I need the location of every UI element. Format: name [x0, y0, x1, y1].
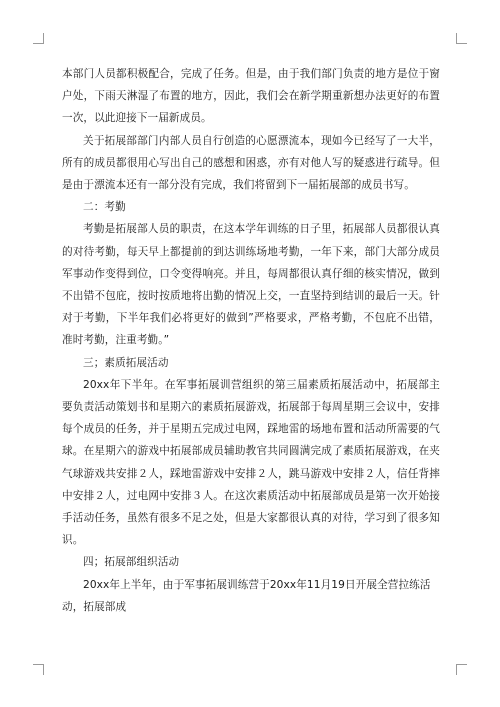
paragraph-attendance: 考勤是拓展部人员的职责，在这本学年训练的日子里，拓展部人员都很认真的对待考勤，每天早上都提前的到达训练场地考勤，一年下来，部门大部分成员军事动作变得到位，口令变得响亮。并且，每周都很认真仔细的核实情况，做到不出错不包庇，按时按质地将出勤的情况上交，一直坚持到结训的最后一天。针对于考勤，下半年我们必将更好的做到”严格要求，严格考勤，不包庇不出错，准时考勤，注重考勤。”: [62, 223, 440, 347]
section-heading-organized-activity: 四；拓展部组织活动: [83, 556, 180, 569]
crop-mark-bottom-left: [33, 664, 44, 675]
paragraph-2: 关于拓展部部门内部人员自行创造的心愿漂流本，现如今已经写了一大半，所有的成员都很用心写出自己的感想和困惑，亦有对他人写的疑惑进行疏导。但是由于漂流本还有一部分没有完成，我们将留到下一届拓展部的成员书写。: [62, 134, 440, 192]
section-heading-attendance: 二：考勤: [83, 201, 126, 214]
paragraph-quality-activity: 20xx年下半年。在军事拓展训营组织的第三届素质拓展活动中，拓展部主要负责活动策划书和星期六的素质拓展游戏，拓展部于每周星期三会议中，安排每个成员的任务，并于星期五完成过电网，踩地雷的场地布置和活动所需要的气球。在星期六的游戏中拓展部成员辅助教官共同圆满完成了素质拓展游戏，在夹气球游戏共安排２人，踩地雷游戏中安排２人，跳马游戏中安排２人，信任背摔中安排２人，过电网中安排３人。在这次素质活动中拓展部成员是第一次开始接手活动任务，虽然有很多不足之处，但是大家都很认真的对待，学习到了很多知识。: [62, 378, 440, 547]
crop-mark-top-left: [33, 33, 44, 44]
paragraph-1: 本部门人员都积极配合，完成了任务。但是，由于我们部门负责的地方是位于窗户处，下雨天淋湿了布置的地方，因此，我们会在新学期重新想办法更好的布置一次，以此迎接下一届新成员。: [62, 68, 440, 125]
crop-mark-top-right: [456, 33, 467, 44]
document-body: [62, 63, 440, 618]
crop-mark-bottom-right: [456, 664, 467, 675]
section-heading-quality-activity: 三；素质拓展活动: [83, 356, 169, 369]
paragraph-organized-activity: 20xx年上半年，由于军事拓展训练营于20xx年11月19日开展全营拉练活动，拓展部成: [62, 578, 431, 613]
